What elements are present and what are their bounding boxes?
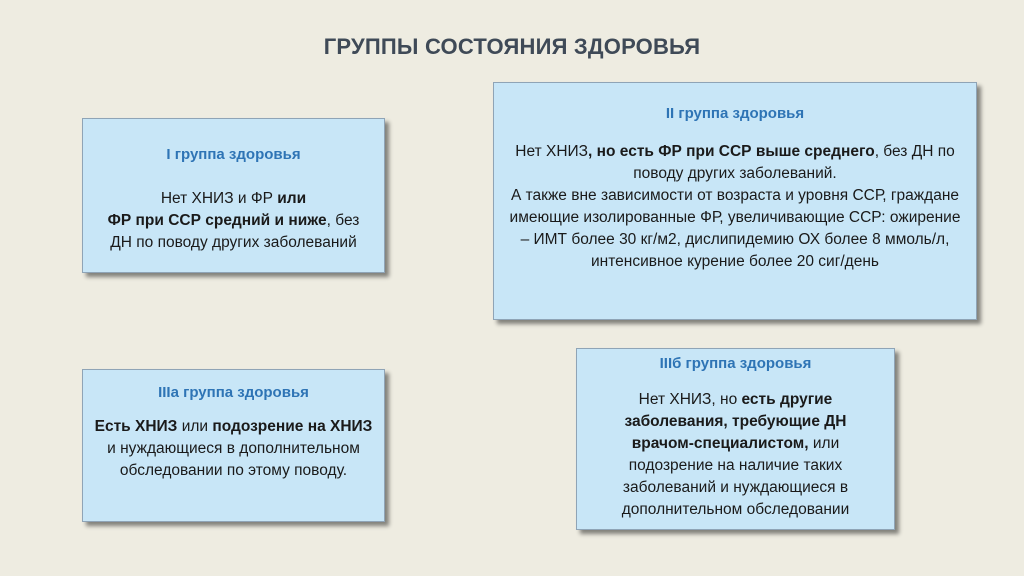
group-2-description <box>504 141 966 273</box>
health-group-3b-card <box>576 348 895 530</box>
group-1-text-4: , без ДН по поводу других заболеваний <box>110 212 360 251</box>
group-1-text-2: или <box>277 190 307 207</box>
group-3a-text-3: подозрение на ХНИЗ <box>212 418 373 435</box>
group-3a-text-4: и нуждающиеся в дополнительном обследовании по этому поводу. <box>107 440 360 479</box>
group-2-text-3: , без ДН по поводу других заболеваний. <box>633 143 955 182</box>
group-3b-heading: IIIб группа здоровья <box>659 355 812 372</box>
group-1-text-3: ФР при ССР средний и ниже <box>107 212 327 229</box>
group-3b-text-1: Нет ХНИЗ, но <box>638 391 742 408</box>
group-1-text-1: Нет ХНИЗ и ФР <box>160 190 278 207</box>
group-2-text-4: А также вне зависимости от возраста и уровня ССР, граждане имеющие изолированные ФР, увеличивающие ССР: ожирение – ИМТ более 30 кг/м2, дислипидемию ОХ более 8 ммоль/л, интенсивное курение более 20 сиг/день <box>509 187 961 270</box>
health-group-1-card <box>82 118 385 273</box>
group-3a-description <box>89 416 378 482</box>
group-3a-text-2: или <box>177 418 213 435</box>
group-1-description <box>91 188 376 254</box>
group-1-heading: I группа здоровья <box>166 146 301 163</box>
health-group-3a-card <box>82 369 385 522</box>
group-3b-description <box>589 389 882 521</box>
health-group-2-card <box>493 82 977 320</box>
group-3b-text-3: или подозрение на наличие таких заболеваний и нуждающиеся в дополнительном обследовании <box>621 435 850 518</box>
group-2-text-1: Нет ХНИЗ <box>515 143 589 160</box>
group-3a-heading: IIIа группа здоровья <box>158 384 309 401</box>
page-title: ГРУППЫ СОСТОЯНИЯ ЗДОРОВЬЯ <box>323 34 701 59</box>
group-3a-text-1: Есть ХНИЗ <box>94 418 178 435</box>
group-2-heading: II группа здоровья <box>665 105 805 122</box>
group-2-text-2: , но есть ФР при ССР выше среднего <box>588 143 875 160</box>
group-3b-text-2: есть другие заболевания, требующие ДН врачом-специалистом, <box>624 391 847 452</box>
